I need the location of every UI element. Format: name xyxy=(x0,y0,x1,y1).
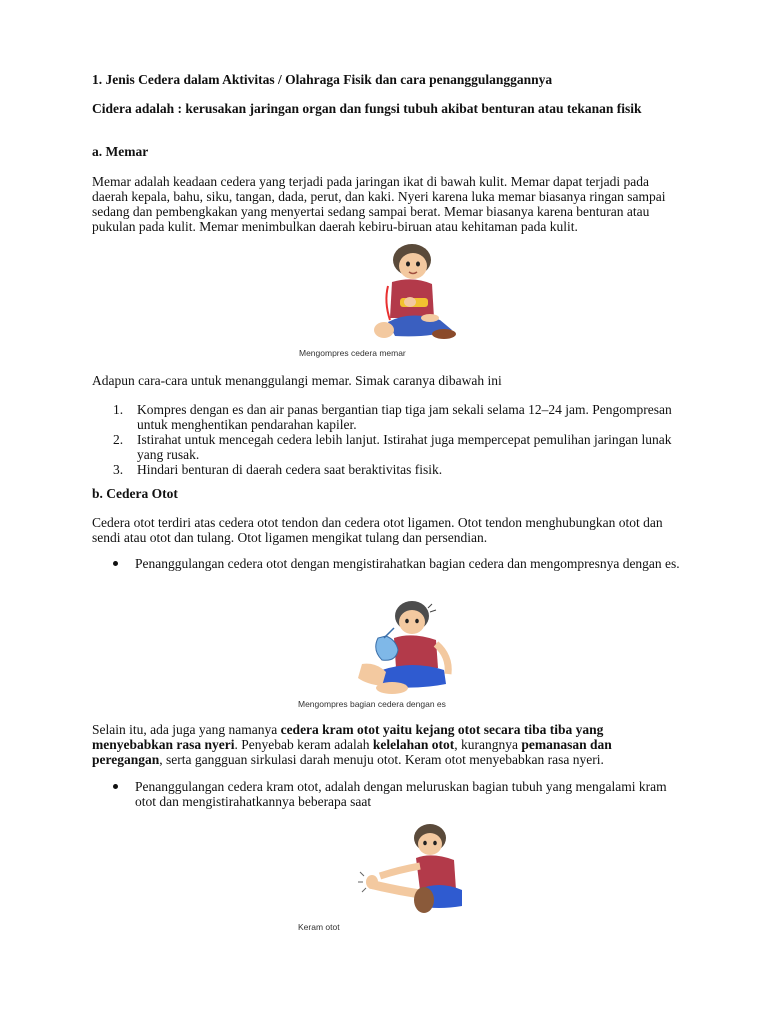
list-number: 2. xyxy=(113,432,124,447)
memar-intro: Adapun cara-cara untuk menanggulangi memar. Simak caranya dibawah ini xyxy=(92,373,502,388)
bullet-text: Penanggulangan cedera kram otot, adalah dengan meluruskan bagian tubuh yang mengalami kram otot dan mengistirahatkannya beberapa saat xyxy=(135,779,667,809)
illustration-compress-bruise xyxy=(370,240,465,345)
kram-bold-warmup: pemanasan dan peregangan xyxy=(92,737,612,767)
kram-bold-cause: kelelahan otot xyxy=(372,737,455,752)
otot-paragraph: Cedera otot terdiri atas cedera otot tendon dan cedera otot ligamen. Otot tendon menghubungkan otot dan sendi atau otot dan tulang. Otot ligamen mengikat tulang dan persendian. xyxy=(92,515,663,545)
list-text: Kompres dengan es dan air panas bergantian tiap tiga jam sekali selama 12‒24 jam. Pengompresan untuk menghentikan pendarahan kapiler. xyxy=(137,402,672,432)
bullet-icon xyxy=(113,784,118,789)
memar-paragraph: Memar adalah keadaan cedera yang terjadi pada jaringan ikat di bawah kulit. Memar dapat terjadi pada daerah kepala, bahu, siku, tangan, dada, perut, dan kaki. Nyeri karena luka memar biasanya ringan sampai sedang dan pembengkakan yang menyertai sedang sampai berat. Memar biasanya karena benturan atau pukulan pada kulit. Memar menimbulkan daerah kebiru-biruan atau kehitaman pada kulit. xyxy=(92,174,666,234)
figure-caption-cramp: Keram otot xyxy=(298,922,340,932)
list-text: Hindari benturan di daerah cedera saat beraktivitas fisik. xyxy=(137,462,443,477)
illustration-leg-cramp xyxy=(358,820,470,916)
list-item xyxy=(113,462,673,477)
list-item xyxy=(113,432,673,462)
kram-text-1: Selain itu, ada juga yang namanya xyxy=(92,722,281,737)
kram-text-3: , kurangnya xyxy=(454,737,522,752)
kram-text-2: . Penyebab keram adalah xyxy=(234,737,373,752)
figure-caption-ice: Mengompres bagian cedera dengan es xyxy=(298,699,446,709)
list-number: 1. xyxy=(113,402,124,417)
list-item xyxy=(113,402,673,432)
kram-bold-definition: cedera kram otot yaitu kejang otot secara tiba tiba yang menyebabkan rasa nyeri xyxy=(92,722,604,752)
figure-caption-memar: Mengompres cedera memar xyxy=(299,348,406,358)
bullet-item-cramp xyxy=(113,779,683,809)
section-heading-otot: b. Cedera Otot xyxy=(92,486,178,501)
bullet-item-ice xyxy=(113,556,683,571)
section-heading-memar: a. Memar xyxy=(92,144,149,159)
bullet-icon xyxy=(113,561,118,566)
kram-text-4: , serta gangguan sirkulasi darah menuju otot. Keram otot menyebabkan rasa nyeri. xyxy=(159,752,604,767)
illustration-ice-compress xyxy=(352,598,464,696)
memar-steps-list xyxy=(113,402,673,477)
bullet-text: Penanggulangan cedera otot dengan mengistirahatkan bagian cedera dan mengompresnya dengan es. xyxy=(135,556,680,571)
kram-paragraph xyxy=(92,722,684,767)
definition-text: Cidera adalah : kerusakan jaringan organ dan fungsi tubuh akibat benturan atau tekanan fisik xyxy=(92,101,642,116)
main-heading: 1. Jenis Cedera dalam Aktivitas / Olahraga Fisik dan cara penanggulanggannya xyxy=(92,72,553,87)
list-text: Istirahat untuk mencegah cedera lebih lanjut. Istirahat juga mempercepat pemulihan jaringan lunak yang rusak. xyxy=(137,432,672,462)
list-number: 3. xyxy=(113,462,124,477)
